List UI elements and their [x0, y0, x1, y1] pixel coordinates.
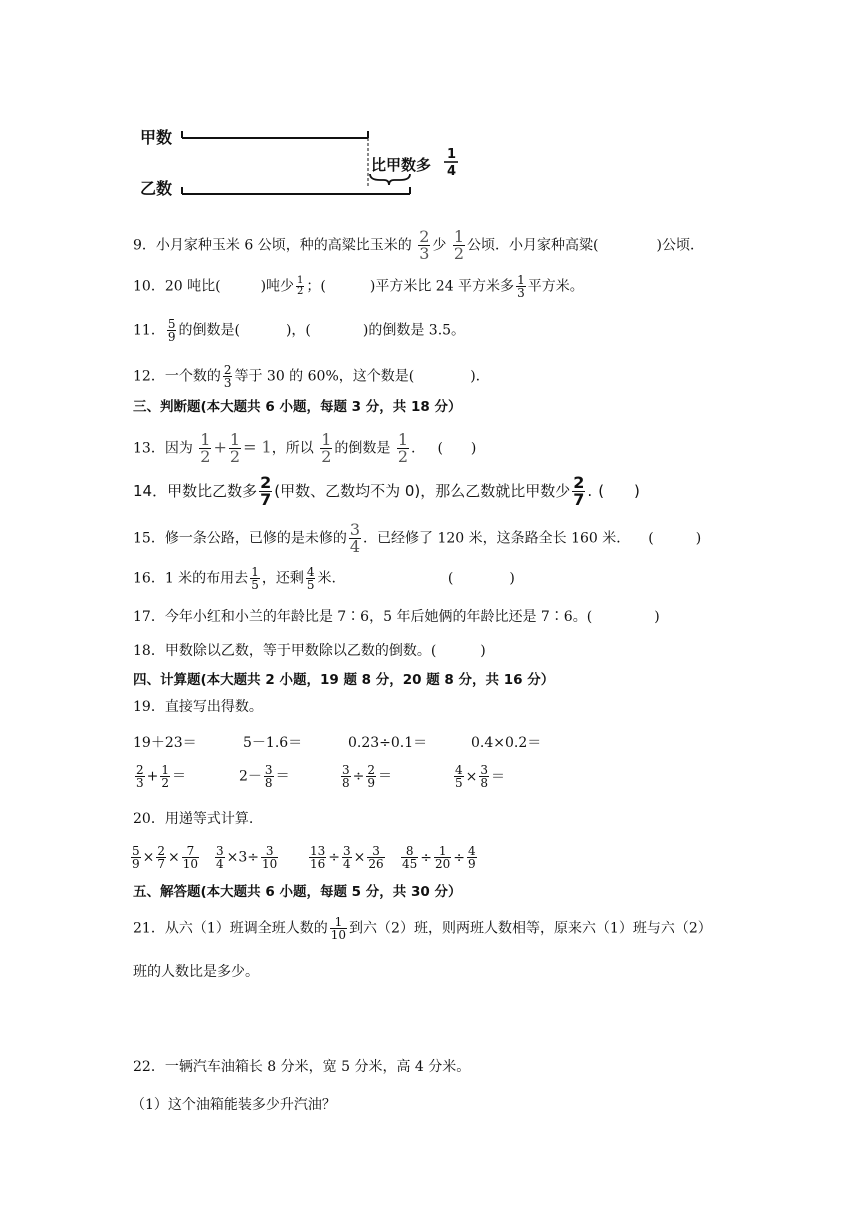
question-21-line-2: 班的人数比是多少。 [133, 964, 259, 980]
fraction: $\frac{1}{3}$ [517, 273, 525, 300]
brace-label: 比甲数多 [371, 156, 432, 174]
fraction: $\frac{1}{2}$ [453, 227, 465, 263]
question-16: 16．1 米的布用去 $\frac{1}{5}$ ，还剩 $\frac{4}{5}$ 米. ( ) [133, 565, 515, 592]
question-20: 20．用递等式计算. [133, 811, 254, 827]
question-13: 13．因为 $\frac{1}{2}$ + $\frac{1}{2}$ = 1，所以 $\frac{1}{2}$ 的倒数是 $\frac{1}{2}$ . ( ) [133, 430, 477, 466]
fraction: $\frac{3}{4}$ [349, 520, 361, 556]
fraction: $\frac{1}{5}$ [251, 565, 259, 592]
question-22-part-1: （1）这个油箱能装多少升汽油？ [131, 1097, 336, 1113]
section-5-heading: 五、解答题(本大题共 6 小题，每题 5 分，共 30 分） [133, 884, 462, 900]
brace-frac-den: 4 [447, 164, 457, 179]
fraction: $\frac{2}{3}$ [419, 227, 430, 263]
section-3-heading: 三、判断题(本大题共 6 小题，每题 3 分，共 18 分） [133, 399, 462, 415]
fraction: $\frac{5}{9}$ [167, 317, 176, 344]
question-15: 15．修一条公路，已修的是未修的 $\frac{3}{4}$ ．已经修了 120 米，这条路全长 160 米． ( ) [133, 520, 702, 556]
fraction: $\frac{1}{10}$ [330, 915, 347, 942]
line-segment-diagram [138, 118, 478, 208]
fraction: $\frac{1}{2}$ [297, 275, 304, 297]
brace-frac-num: 1 [447, 147, 457, 162]
brace [370, 174, 410, 185]
question-22: 22．一辆汽车油箱长 8 分米，宽 5 分米，高 4 分米。 [133, 1059, 471, 1075]
question-19: 19．直接写出得数。 [133, 699, 263, 715]
answer-paren[interactable]: ( ) [598, 482, 640, 500]
answer-paren[interactable]: ( ) [447, 570, 515, 587]
question-21: 21．从六（1）班调全班人数的 $\frac{1}{10}$ 到六（2）班，则两班人数相等，原来六（1）班与六（2） [133, 915, 712, 942]
fraction: $\frac{2}{7}$ [260, 473, 272, 509]
answer-paren[interactable]: ( ) [648, 530, 702, 547]
section-4-heading: 四、计算题(本大题共 2 小题，19 题 8 分，20 题 8 分，共 16 分） [133, 672, 555, 688]
question-12: 12．一个数的 $\frac{2}{3}$ 等于 30 的 60%，这个数是( ). [133, 363, 481, 390]
fraction: $\frac{1}{2}$ [397, 430, 409, 466]
q20-row: $\frac{5}{9}$ × $\frac{2}{7}$ × $\frac{7}{10}$ $\frac{3}{4}$ ×3÷ $\frac{3}{10}$ $\frac{13}{16}$ ÷ $\frac{3}{4}$ × $\frac{3}{26}$ $\frac{8}{45}$ ÷ $\frac{1}{20}$ ÷ $\frac{4}{9}$ [132, 844, 476, 871]
question-18: 18．甲数除以乙数，等于甲数除以乙数的倒数。( ) [133, 643, 486, 659]
fraction: $\frac{2}{3}$ [223, 363, 232, 390]
fraction: $\frac{1}{2}$ [321, 430, 332, 466]
question-9: 9．小月家种玉米 6 公顷，种的高粱比玉米的 $\frac{2}{3}$ 少 $\frac{1}{2}$ 公顷．小月家种高粱( )公顷． [133, 227, 704, 263]
fraction: $\frac{4}{5}$ [306, 565, 315, 592]
fraction: $\frac{1}{2}$ [229, 430, 241, 466]
q19-row-1: 19＋23＝ 5－1.6＝ 0.23÷0.1＝ 0.4×0.2＝ [133, 735, 542, 751]
q19-row-2: $\frac{2}{3}$ + $\frac{1}{2}$ ＝ 2－ $\frac{3}{8}$ ＝ $\frac{3}{8}$ ÷ $\frac{2}{9}$ ＝ $\frac{4}{5}$ × $\frac{3}{8}$ ＝ [136, 763, 506, 790]
answer-paren[interactable]: ( ) [437, 440, 477, 457]
question-10: 10．20 吨比( )吨少 $\frac{1}{2}$ ；( )平方米比 24 平方米多 $\frac{1}{3}$ 平方米。 [133, 273, 584, 300]
question-17: 17．今年小红和小兰的年龄比是 7∶6，5 年后她俩的年龄比还是 7∶6。( ) [133, 609, 660, 625]
question-14: 14．甲数比乙数多 $\frac{2}{7}$ (甲数、乙数均不为 0)，那么乙数就比甲数少 $\frac{2}{7}$ . ( ) [133, 473, 640, 509]
diagram-label-jia: 甲数 [140, 128, 173, 147]
fraction: $\frac{2}{7}$ [573, 473, 585, 509]
question-11: 11． $\frac{5}{9}$ 的倒数是( )，( )的倒数是 3.5。 [133, 317, 466, 344]
diagram-label-yi: 乙数 [140, 179, 173, 198]
fraction: $\frac{1}{2}$ [200, 430, 211, 466]
